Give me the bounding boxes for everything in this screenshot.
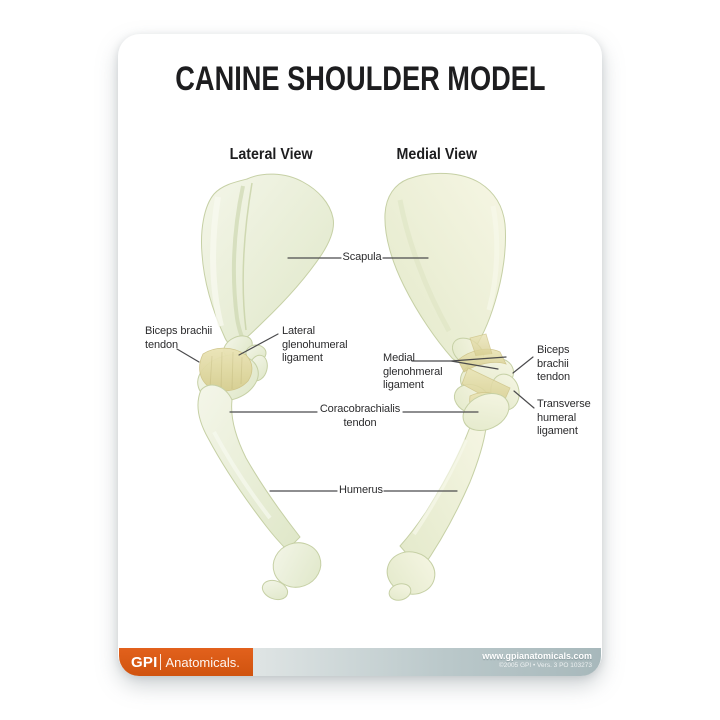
label-medial-glenohmeral-ligament: Medial glenohmeral ligament bbox=[383, 352, 443, 391]
label-lateral-glenohumeral-ligament: Lateral glenohumeral ligament bbox=[282, 325, 348, 364]
medial-humerus bbox=[400, 415, 486, 570]
medial-scapula bbox=[385, 173, 506, 361]
label-coracobrachialis-tendon: Coracobrachialis tendon bbox=[319, 403, 401, 429]
label-biceps-brachii-tendon-lateral: Biceps brachii tendon bbox=[145, 325, 213, 351]
website-url: www.gpianatomicals.com bbox=[482, 651, 592, 661]
footer-site-info bbox=[482, 651, 592, 669]
lateral-bone bbox=[192, 174, 334, 603]
logo-anatomicals-text: Anatomicals. bbox=[165, 654, 240, 670]
logo-gpi-text: GPI bbox=[131, 653, 158, 671]
label-transverse-humeral-ligament: Transverse humeral ligament bbox=[537, 398, 591, 437]
medial-view-heading: Medial View bbox=[396, 146, 478, 163]
leader-biceps-medial bbox=[513, 357, 533, 373]
label-humerus: Humerus bbox=[339, 484, 383, 496]
page-title: CANINE SHOULDER MODEL bbox=[174, 60, 546, 98]
footer-band bbox=[119, 648, 601, 676]
logo-divider bbox=[160, 654, 161, 670]
lateral-view-heading: Lateral View bbox=[229, 146, 313, 163]
copyright-text: ©2005 GPI • Vers. 3 PO 103273 bbox=[498, 662, 592, 669]
label-scapula: Scapula bbox=[342, 251, 382, 263]
lateral-tendon bbox=[200, 348, 252, 391]
label-biceps-brachii-tendon-medial: Biceps brachii tendon bbox=[537, 344, 571, 383]
gpi-anatomicals-logo bbox=[119, 648, 253, 676]
lateral-humerus bbox=[198, 385, 300, 550]
